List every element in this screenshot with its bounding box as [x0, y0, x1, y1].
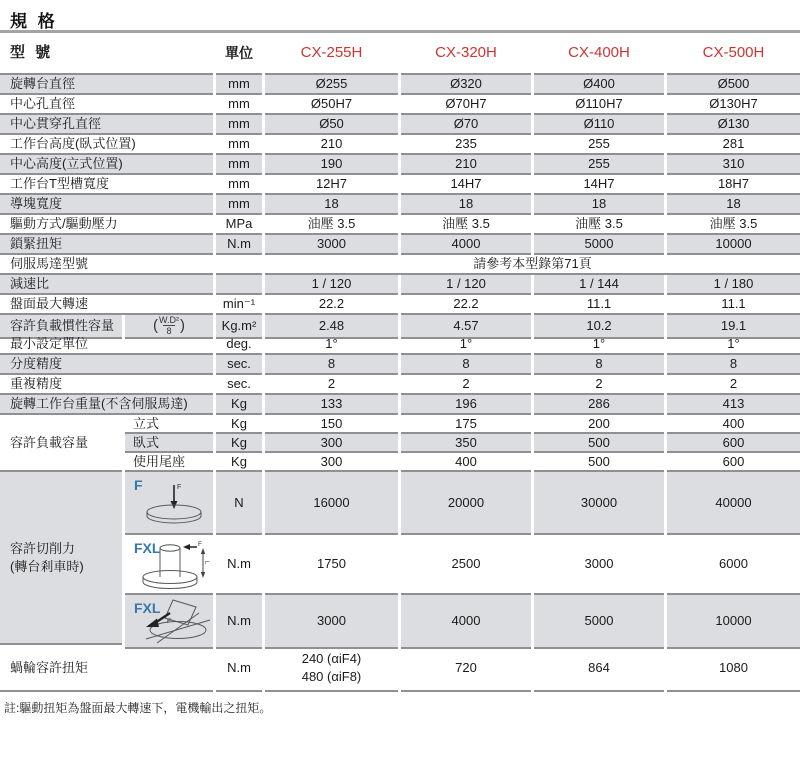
value-cell: Ø400 [534, 75, 664, 95]
row-unit [216, 255, 262, 275]
value-cell: 18 [265, 195, 398, 215]
value-cell: 255 [534, 155, 664, 175]
value-cell: 10000 [667, 595, 800, 649]
value-cell: 1° [667, 335, 800, 355]
value-cell: Ø50 [265, 115, 398, 135]
table-row [0, 215, 800, 235]
row-sublabel: 臥式 [125, 434, 213, 453]
table-row [0, 645, 800, 692]
value-cell: Ø110H7 [534, 95, 664, 115]
row-unit: min⁻¹ [216, 295, 262, 315]
value-cell: Ø50H7 [265, 95, 398, 115]
value-cell: 10.2 [534, 315, 664, 339]
table-row [0, 135, 800, 155]
value-cell: 300 [265, 434, 398, 453]
table-row [125, 434, 800, 453]
value-span-cell: 請參考本型錄第71頁 [265, 255, 800, 275]
value-cell: 18 [667, 195, 800, 215]
fraction [159, 315, 179, 337]
group-row-label [0, 415, 122, 472]
row-unit: mm [216, 195, 262, 215]
table-row [0, 195, 800, 215]
value-cell: Ø500 [667, 75, 800, 95]
value-cell: 2.48 [265, 315, 398, 339]
table-row [125, 595, 800, 645]
value-cell: 3000 [534, 535, 664, 595]
value-cell: 22.2 [265, 295, 398, 315]
col-header-cx-255h: CX-255H [265, 33, 398, 75]
value-cell: 350 [401, 434, 531, 453]
value-cell: 1° [534, 335, 664, 355]
value-cell: 18 [401, 195, 531, 215]
row-label: 旋轉工作台重量(不含伺服馬達) [0, 395, 213, 415]
value-cell: Ø130 [667, 115, 800, 135]
force-label: FXL [134, 600, 161, 616]
row-unit: mm [216, 135, 262, 155]
value-cell: 11.1 [534, 295, 664, 315]
value-cell: 油壓 3.5 [401, 215, 531, 235]
table-row [125, 472, 800, 535]
row-unit: mm [216, 155, 262, 175]
group-label-text: 容許切削力 [10, 540, 76, 556]
row-unit: Kg.m² [216, 315, 262, 339]
table-row [0, 95, 800, 115]
col-header-model: 型 號 [0, 33, 213, 75]
value-cell: 1° [265, 335, 398, 355]
row-label: 容許負載慣性容量 [0, 315, 122, 339]
col-header-cx-500h: CX-500H [667, 33, 800, 75]
row-unit: sec. [216, 355, 262, 375]
value-cell: 190 [265, 155, 398, 175]
row-unit: Kg [216, 395, 262, 415]
row-group-rows [125, 472, 800, 645]
value-cell: 4000 [401, 595, 531, 649]
value-cell [265, 645, 398, 692]
group-label-text2: (轉台剎車時) [10, 558, 84, 574]
table-row [0, 375, 800, 395]
value-cell: 500 [534, 453, 664, 472]
row-label: 分度精度 [0, 355, 213, 375]
table-header-row [0, 33, 800, 75]
col-header-cx-320h: CX-320H [401, 33, 531, 75]
paren-close: ) [180, 316, 185, 334]
row-unit: N.m [216, 535, 262, 595]
table-row [0, 235, 800, 255]
row-unit: sec. [216, 375, 262, 395]
row-label: 鎖緊扭矩 [0, 235, 213, 255]
row-label: 工作台高度(臥式位置) [0, 135, 213, 155]
table-row [0, 315, 800, 335]
row-label: 減速比 [0, 275, 213, 295]
value-cell: 18H7 [667, 175, 800, 195]
value-cell: 2 [534, 375, 664, 395]
svg-text:F: F [198, 541, 202, 548]
row-label: 重複精度 [0, 375, 213, 395]
value-cell: Ø110 [534, 115, 664, 135]
row-group-rows [125, 415, 800, 472]
force-label: F [134, 477, 143, 493]
value-cell: 150 [265, 415, 398, 434]
value-cell: 1750 [265, 535, 398, 595]
value-cell: 2 [401, 375, 531, 395]
disc-axial-force-icon [132, 478, 216, 528]
row-unit: deg. [216, 335, 262, 355]
disc-axial-force-diagram [125, 472, 213, 535]
value-cell: 864 [534, 645, 664, 692]
value-cell: 5000 [534, 235, 664, 255]
svg-text:L: L [203, 561, 209, 565]
value-cell: 5000 [534, 595, 664, 649]
value-cell: 18 [534, 195, 664, 215]
row-sublabel: 立式 [125, 415, 213, 434]
table-row [125, 453, 800, 472]
col-header-cx-400h: CX-400H [534, 33, 664, 75]
value-cell: 196 [401, 395, 531, 415]
value-cell: 1 / 144 [534, 275, 664, 295]
value-cell: 油壓 3.5 [265, 215, 398, 235]
row-label: 工作台T型槽寬度 [0, 175, 213, 195]
value-cell: 600 [667, 453, 800, 472]
row-group [0, 415, 800, 472]
value-cell: 300 [265, 453, 398, 472]
col-header-unit: 單位 [216, 33, 262, 75]
row-unit: Kg [216, 434, 262, 453]
table-row [0, 175, 800, 195]
value-cell: 22.2 [401, 295, 531, 315]
value-cell: 6000 [667, 535, 800, 595]
value-cell: 1080 [667, 645, 800, 692]
row-unit: mm [216, 175, 262, 195]
value-cell: 8 [265, 355, 398, 375]
value-cell: 2500 [401, 535, 531, 595]
value-cell: 1 / 120 [401, 275, 531, 295]
value-cell: 10000 [667, 235, 800, 255]
table-row [0, 75, 800, 95]
value-cell: 133 [265, 395, 398, 415]
value-cell: 1° [401, 335, 531, 355]
value-cell: 500 [534, 434, 664, 453]
value-cell: 11.1 [667, 295, 800, 315]
row-unit: mm [216, 115, 262, 135]
row-unit: N.m [216, 235, 262, 255]
footnote: 註:驅動扭矩為盤面最大轉速下，電機輸出之扭矩。 [4, 701, 272, 715]
row-label: 盤面最大轉速 [0, 295, 213, 315]
table-row [0, 115, 800, 135]
value-cell: 413 [667, 395, 800, 415]
value-cell: 210 [265, 135, 398, 155]
paren-open: ( [153, 316, 158, 334]
value-cell: 1 / 180 [667, 275, 800, 295]
row-label: 最小設定單位 [0, 335, 213, 355]
svg-text:F: F [177, 483, 182, 491]
fraction-numerator: W.D² [159, 315, 179, 325]
table-row [0, 395, 800, 415]
row-label: 中心貫穿孔直徑 [0, 115, 213, 135]
row-label: 驅動方式/驅動壓力 [0, 215, 213, 235]
value-cell: Ø320 [401, 75, 531, 95]
value-cell: 14H7 [401, 175, 531, 195]
value-cell: 16000 [265, 472, 398, 535]
value-cell: 4000 [401, 235, 531, 255]
fraction-denominator: 8 [163, 325, 174, 336]
value-cell: 2 [667, 375, 800, 395]
row-label: 中心孔直徑 [0, 95, 213, 115]
value-line: 240 (αiF4) [301, 650, 362, 666]
value-cell: 720 [401, 645, 531, 692]
value-cell: 200 [534, 415, 664, 434]
table-row [0, 355, 800, 375]
group-label-text: 容許負載容量 [10, 434, 89, 450]
row-unit: Kg [216, 415, 262, 434]
value-cell: 400 [401, 453, 531, 472]
value-cell: 20000 [401, 472, 531, 535]
row-label: 導塊寬度 [0, 195, 213, 215]
value-cell: 4.57 [401, 315, 531, 339]
value-cell: 310 [667, 155, 800, 175]
table-row [0, 255, 800, 275]
value-cell: 281 [667, 135, 800, 155]
value-cell: 600 [667, 434, 800, 453]
value-cell: 30000 [534, 472, 664, 535]
tilted-plate-force-diagram [125, 595, 213, 649]
row-unit: mm [216, 95, 262, 115]
value-cell: 2 [265, 375, 398, 395]
value-cell: Ø70 [401, 115, 531, 135]
cylinder-side-force-diagram [125, 535, 213, 595]
value-cell: 油壓 3.5 [667, 215, 800, 235]
value-cell: 19.1 [667, 315, 800, 339]
value-cell: 255 [534, 135, 664, 155]
spec-table [0, 33, 800, 692]
value-cell: Ø70H7 [401, 95, 531, 115]
row-unit: mm [216, 75, 262, 95]
table-row [0, 295, 800, 315]
value-cell: 8 [534, 355, 664, 375]
value-cell: 3000 [265, 235, 398, 255]
value-cell: 油壓 3.5 [534, 215, 664, 235]
svg-text:F: F [167, 618, 171, 625]
value-cell: 12H7 [265, 175, 398, 195]
row-label: 蝸輪容許扭矩 [0, 645, 213, 692]
group-row-label [0, 472, 122, 645]
value-cell: 40000 [667, 472, 800, 535]
table-row [125, 415, 800, 434]
value-cell: 286 [534, 395, 664, 415]
row-label: 中心高度(立式位置) [0, 155, 213, 175]
row-label: 伺服馬達型號 [0, 255, 213, 275]
table-row [125, 535, 800, 595]
row-group [0, 472, 800, 645]
row-unit: N [216, 472, 262, 535]
value-cell: 8 [401, 355, 531, 375]
row-label: 旋轉台直徑 [0, 75, 213, 95]
value-cell: 400 [667, 415, 800, 434]
value-line: 480 (αiF8) [301, 668, 362, 684]
table-row [0, 155, 800, 175]
value-cell: 3000 [265, 595, 398, 649]
row-unit: N.m [216, 645, 262, 692]
value-cell: Ø130H7 [667, 95, 800, 115]
value-cell: 235 [401, 135, 531, 155]
row-unit [216, 275, 262, 295]
table-row [0, 275, 800, 295]
row-unit: MPa [216, 215, 262, 235]
row-sublabel: 使用尾座 [125, 453, 213, 472]
value-cell: 8 [667, 355, 800, 375]
value-cell: 14H7 [534, 175, 664, 195]
table-row [0, 335, 800, 355]
value-cell: 1 / 120 [265, 275, 398, 295]
row-unit: N.m [216, 595, 262, 649]
row-unit: Kg [216, 453, 262, 472]
value-cell: Ø255 [265, 75, 398, 95]
value-cell: 175 [401, 415, 531, 434]
value-cell: 210 [401, 155, 531, 175]
page-title: 規 格 [10, 12, 58, 31]
force-label: FXL [134, 540, 161, 556]
